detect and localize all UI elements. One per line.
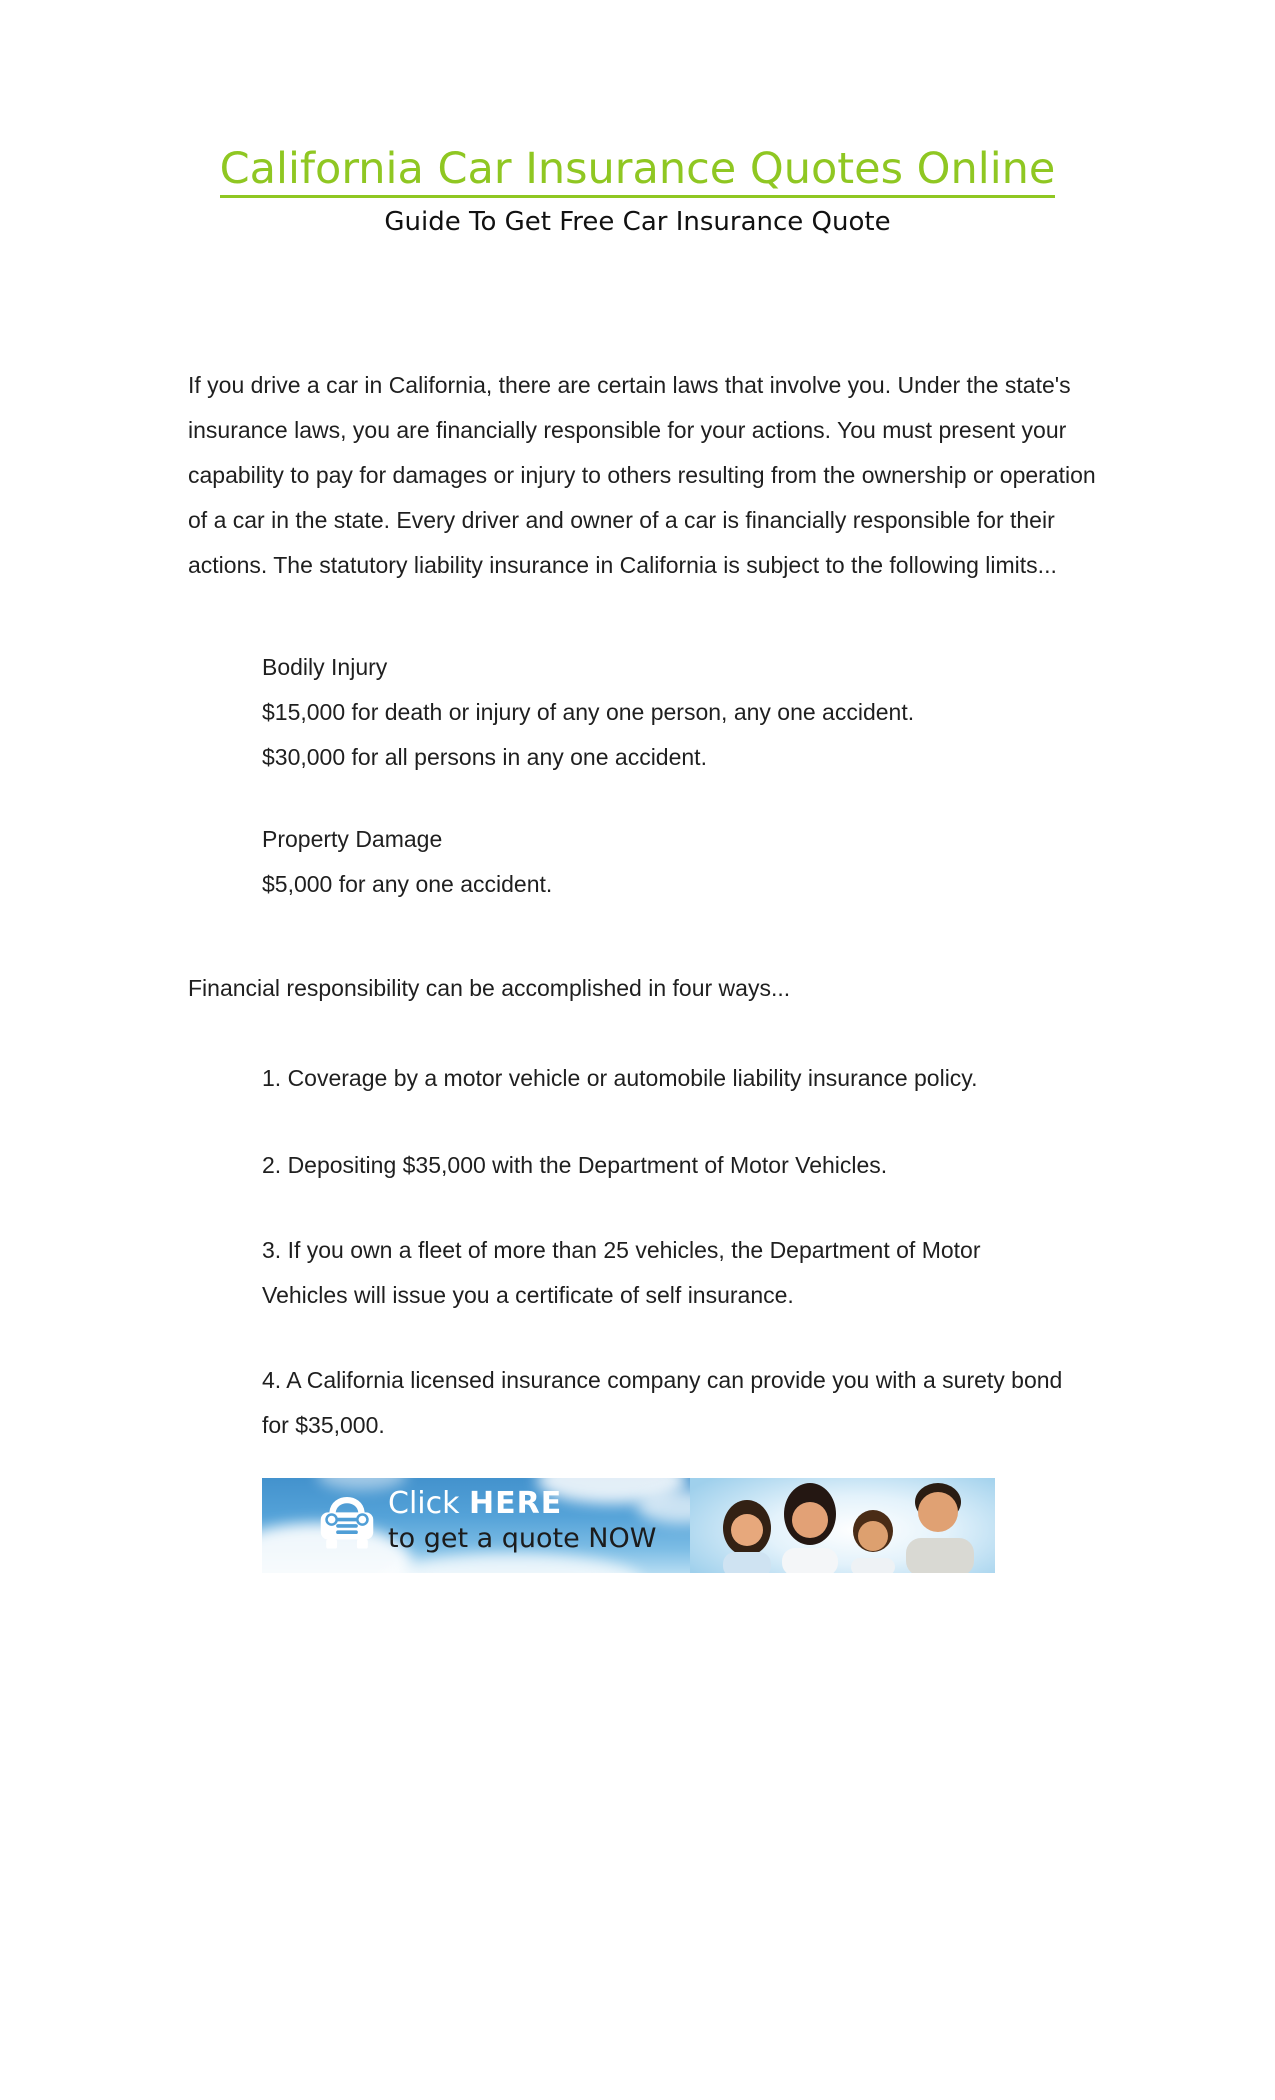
family-photo [690,1478,995,1573]
ways-intro-paragraph: Financial responsibility can be accomplished in four ways... [188,975,791,1001]
page-subtitle: Guide To Get Free Car Insurance Quote [384,207,891,237]
banner-cta-click: Click [388,1486,470,1521]
bodily-injury-line: $15,000 for death or injury of any one person, any one accident. [262,699,915,725]
banner-cta-text [388,1486,708,1556]
car-front-icon [318,1487,376,1563]
banner-cta-here: HERE [469,1486,563,1521]
list-item-3: 3. If you own a fleet of more than 25 vehicles, the Department of Motor Vehicles will issue you a certificate of self insurance. [262,1237,981,1308]
title-row [0,146,1275,198]
banner-cta-line2: to get a quote NOW [388,1523,657,1554]
property-damage-block [262,817,1102,907]
property-damage-line: $5,000 for any one accident. [262,871,553,897]
property-damage-heading: Property Damage [262,826,443,852]
bodily-injury-line: $30,000 for all persons in any one accident. [262,744,707,770]
get-quote-banner-link[interactable] [262,1478,995,1573]
intro-paragraph: If you drive a car in California, there are certain laws that involve you. Under the state's insurance laws, you are financially responsible for your actions. You must present your capability to pay for damages or injury to others resulting from the ownership or operation of a car in the state. Every driver and owner of a car is financially responsible for their actions. The statutory liability insurance in California is subject to the following limits... [188,372,1096,578]
bodily-injury-block [262,645,1102,780]
list-item-4: 4. A California licensed insurance company can provide you with a surety bond for $35,000. [262,1367,1063,1438]
cloud-shape [382,1553,642,1573]
list-item-2: 2. Depositing $35,000 with the Department of Motor Vehicles. [262,1152,888,1178]
bodily-injury-heading: Bodily Injury [262,654,388,680]
list-item-1: 1. Coverage by a motor vehicle or automobile liability insurance policy. [262,1065,978,1091]
page-title-link[interactable]: California Car Insurance Quotes Online [220,146,1056,198]
banner-cta-line1 [388,1486,708,1522]
